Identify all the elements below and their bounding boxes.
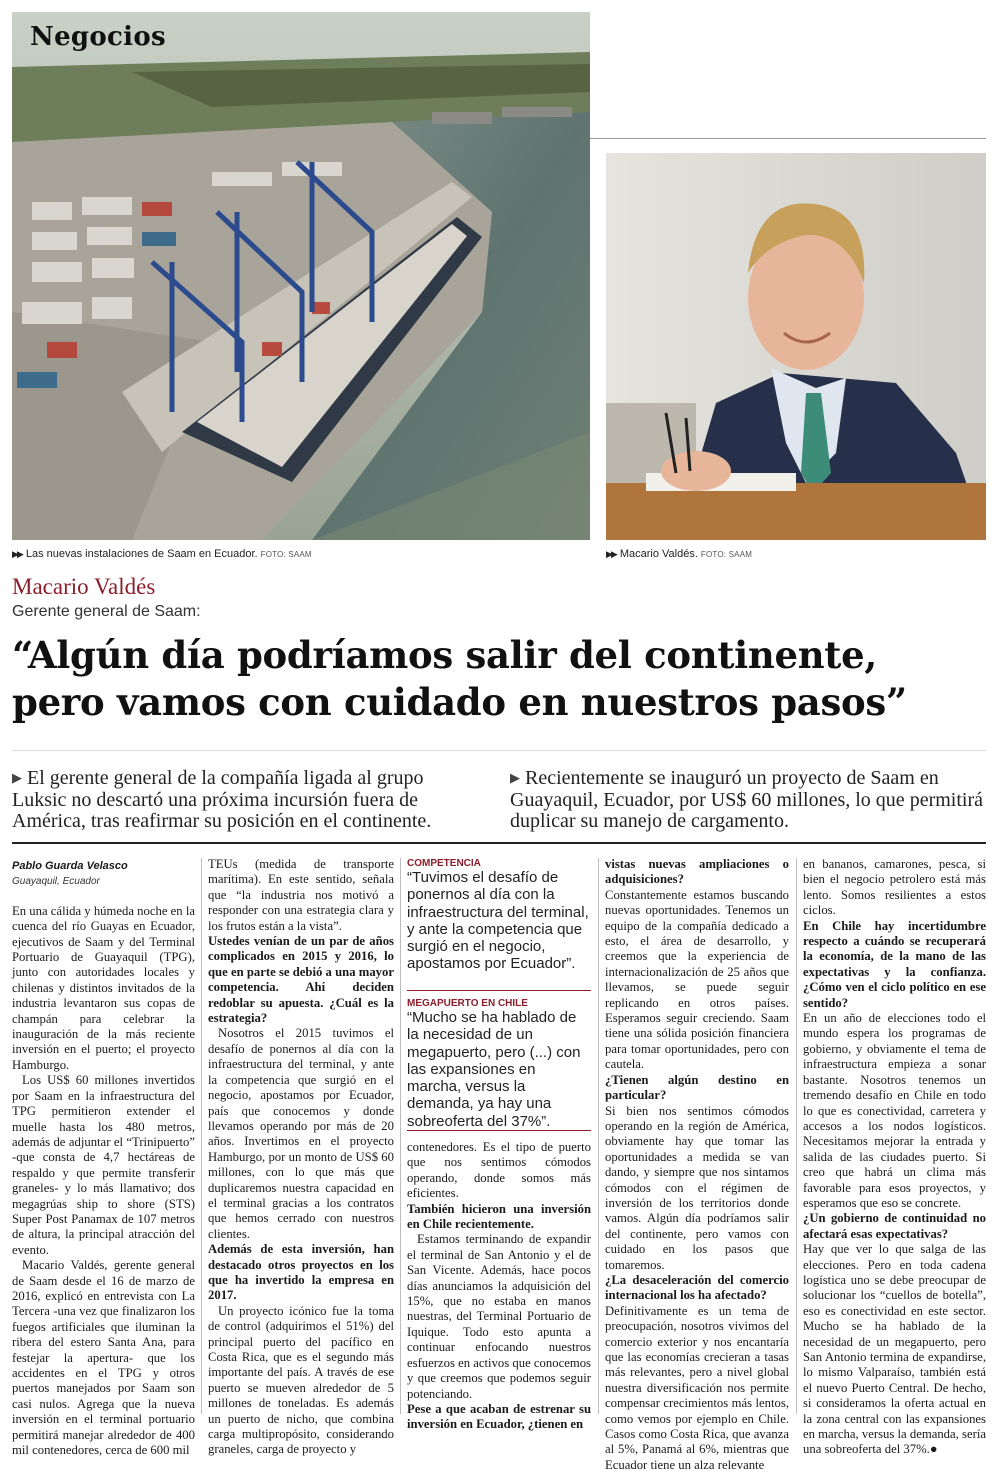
port-caption-credit: FOTO: SAAM: [260, 550, 312, 559]
paragraph: En una cálida y húmeda noche en la cuenca del río Guayas en Ecuador, ejecutivos de Saam y del Terminal Portuario de Guayaquil (TPG), junto con autoridades locales y chilenas y distintos invitados de la industria levantaron sus copas de champán para celebrar la inauguración de la más reciente inversión en el puerto; el proyecto Hamburgo.: [12, 903, 195, 1072]
column-5: [803, 857, 986, 1458]
deck-right: [510, 768, 986, 832]
caption-arrow-icon: ▶▶: [606, 549, 616, 559]
question: ¿Un gobierno de continuidad no afectará esas expectativas?: [803, 1211, 986, 1241]
pullquote-competencia: [407, 858, 591, 973]
paragraph: En un año de elecciones todo el mundo espera los programas de gobierno, y obviamente el tema de infraestructura empieza a sonar bastante. Nosotros tenemos un tremendo desafío en Chile en todo lo que es conectividad, carretera y accesos a los nodos logísticos. Necesitamos mejorar la entrada y salida de las ciudades puerto. Si creo que habrá un clima más favorable para esos proyectos, y esperamos que eso se concrete.: [803, 1011, 986, 1210]
deck-right-text: Recientemente se inauguró un proyecto de Saam en Guayaquil, Ecuador, por US$ 60 millones, lo que permitirá duplicar su manejo de cargamento.: [510, 767, 983, 832]
column-divider: [796, 858, 797, 1414]
paragraph: en bananos, camarones, pesca, si bien el negocio petrolero está más lento. Somos resilientes a estos ciclos.: [803, 857, 986, 918]
question: En Chile hay incertidumbre respecto a cuándo se recuperará la economía, de la mano de las expectativas y la confianza. ¿Cómo ven el ciclo político en ese sentido?: [803, 918, 986, 1010]
byline-name: Pablo Guarda Velasco: [12, 860, 128, 872]
column-divider: [201, 858, 202, 1414]
deck-left-text: El gerente general de la compañía ligada al grupo Luksic no descartó una próxima incursión fuera de América, tras reafirmar su posición en el continente.: [12, 767, 432, 832]
question: Pese a que acaban de estrenar su inversión en Ecuador, ¿tienen en: [407, 1401, 591, 1432]
column-1: [12, 859, 195, 1458]
paragraph: Hay que ver lo que salga de las elecciones. Pero en toda cadena logística uno se debe preocupar de solucionar los “cuellos de botella”, eso es conectividad en este sector. Mucho se ha hablado de la necesidad de un megapuerto, pero San Antonio termina de expandirse, lo mismo Valparaíso, también está el nuevo Puerto Central. De hecho, si consideramos la oferta actual en la zona central con las expansiones en marcha, versus la demanda, sería una sobreoferta del 37%.●: [803, 1242, 986, 1457]
paragraph: Constantemente estamos buscando nuevas oportunidades. Tenemos un equipo de la compañía dedicado a esto, el área de desarrollo, y creemos que la experiencia de internacionalización de 25 años que llevamos, se puede seguir replicando en otros países. Esperamos seguir creciendo. Saam tiene una sólida posición financiera para tomar oportunidades, pero con cautela.: [605, 887, 789, 1072]
paragraph: Definitivamente es un tema de preocupación, nosotros vivimos del comercio exterior y nos encantaría que las economías crecieran a tasas más relevantes, pero a nivel global nuestra diversificación nos permite compensar crecimientos más lentos, como vemos por ejemplo en Chile. Casos como Costa Rica, que avanza al 5%, Panamá al 6%, mientras que Ecuador tiene un alza relevante: [605, 1303, 789, 1472]
paragraph: Estamos terminando de expandir el terminal de San Antonio y el de San Vicente. Además, hace pocos días anunciamos la adquisición del 15%, que no estaba en manos nuestras, del Terminal Portuario de Iquique. Todo esto apunta a continuar enfocando nuestros esfuerzos en activos que conocemos y que creemos que podemos seguir potenciando.: [407, 1232, 591, 1401]
paragraph: contenedores. Es el tipo de puerto que nos sentimos cómodos operando, donde somos más eficientes.: [407, 1140, 591, 1201]
question: Además de esta inversión, han destacado otros proyectos en los que ha invertido la empresa en 2017.: [208, 1242, 394, 1303]
byline-place: Guayaquil, Ecuador: [12, 876, 100, 888]
port-caption: [12, 548, 312, 560]
pullquote-divider: [407, 990, 591, 991]
headline: [12, 632, 992, 726]
question: ¿Tienen algún destino en particular?: [605, 1072, 789, 1103]
top-rule: [590, 138, 986, 139]
triangle-bullet-icon: ▶: [510, 770, 520, 785]
portrait-photo: [606, 153, 986, 540]
portrait-image: [606, 153, 986, 540]
pullquote-text: “Tuvimos el desafío de ponernos al día con la infraestructura del terminal, y ante la competencia que surgió en el negocio, apostamos por Ecuador”.: [407, 869, 589, 973]
question: También hicieron una inversión en Chile recientemente.: [407, 1201, 591, 1232]
pullquote-divider: [407, 1130, 591, 1131]
pullquote-label: COMPETENCIA: [407, 858, 481, 869]
paragraph: Macario Valdés, gerente general de Saam desde el 16 de marzo de 2016, explicó en entrevista con La Tercera -una vez que finalizaron los fuegos artificiales que iluminan la ribera del estero Santa Ana, para festejar la apertura- que los accidentes en el TPG y otros puertos manejados por Saam son casi nulos. Agrega que la nueva inversión en el terminal portuario permitirá manejar alrededor de 400 mil contenedores, cerca de 600 mil: [12, 1258, 195, 1458]
paragraph: Si bien nos sentimos cómodos operando en la región de América, obviamente hay que tomar las oportunidades a medida se van dando, y siempre que nos sintamos cómodos con el régimen de inversión de los territorios donde vamos. Algún día podríamos salir del continente, pero vamos con cuidado en los pasos que tomaremos.: [605, 1103, 789, 1272]
portrait-caption: [606, 548, 752, 560]
headline-line-1: “Algún día podríamos salir del continente,: [12, 633, 877, 677]
headline-divider: [12, 750, 986, 751]
interviewee-role: Gerente general de Saam:: [12, 603, 201, 620]
paragraph: Los US$ 60 millones invertidos por Saam en la infraestructura del TPG permitieron extender el muelle hasta los 480 metros, además de adjuntar el “Trinipuerto” -que consta de 4,7 hectáreas de respaldo y que permite transferir graneles- y lo más llamativo; dos megagrúas ship to shore (STS) Super Post Panamax de 107 metros de altura, la principal atracción del evento.: [12, 1073, 195, 1257]
paragraph: Un proyecto icónico fue la toma de control (adquirimos el 51%) del principal puerto del pacífico en Costa Rica, que es el segundo más importante del país. A través de ese puerto se mueven alrededor de 5 millones de toneladas. Es además un puerto de nicho, que combina carga multipropósito, considerando graneles, carga de proyecto y: [208, 1303, 394, 1457]
body-top-rule: [12, 842, 986, 844]
paragraph: Nosotros el 2015 tuvimos el desafío de ponernos al día con la infraestructura del terminal, y ante la competencia que surgió en el negocio, apostamos por Ecuador, país que conocemos y donde llevamos operando por más de 20 años. Invertimos en el proyecto Hamburgo, por un monto de US$ 60 millones, con lo que más que duplicaremos nuestra capacidad en el terminal gracias a los contratos que hemos cerrado con nuestros clientes.: [208, 1026, 394, 1241]
portrait-caption-text: Macario Valdés.: [619, 548, 698, 560]
pullquote-text: “Mucho se ha hablado de la necesidad de un megapuerto, pero (...) con las expansiones en marcha, versus la demanda, ya hay una sobreoferta del 37%”.: [407, 1009, 581, 1130]
pullquote-label: MEGAPUERTO EN CHILE: [407, 998, 528, 1009]
caption-arrow-icon: ▶▶: [12, 549, 22, 559]
port-aerial-image: [12, 12, 590, 540]
column-divider: [400, 858, 401, 1414]
paragraph: TEUs (medida de transporte marítima). En este sentido, señala que “la industria nos motivó a responder con una estrategia clara y los frutos están a la vista”.: [208, 857, 394, 933]
column-3: [407, 1140, 591, 1433]
pullquote-megapuerto: [407, 998, 591, 1130]
headline-line-2: pero vamos con cuidado en nuestros pasos”: [12, 680, 907, 724]
triangle-bullet-icon: ▶: [12, 770, 22, 785]
portrait-caption-credit: FOTO: SAAM: [700, 550, 753, 559]
column-4: [605, 857, 789, 1473]
column-divider: [598, 858, 599, 1414]
question: ¿La desaceleración del comercio internacional los ha afectado?: [605, 1272, 789, 1303]
interviewee-name: Macario Valdés: [12, 574, 156, 599]
port-photo: [12, 12, 590, 540]
section-tag: Negocios: [30, 22, 166, 52]
question: vistas nuevas ampliaciones o adquisiciones?: [605, 857, 789, 887]
question: Ustedes venían de un par de años complicados en 2015 y 2016, lo que en parte se debió a una mayor competencia. Ahí deciden redoblar su apuesta. ¿Cuál es la estrategia?: [208, 934, 394, 1026]
column-2: [208, 857, 394, 1458]
deck-left: [12, 768, 482, 832]
port-caption-text: Las nuevas instalaciones de Saam en Ecuador.: [25, 548, 258, 560]
